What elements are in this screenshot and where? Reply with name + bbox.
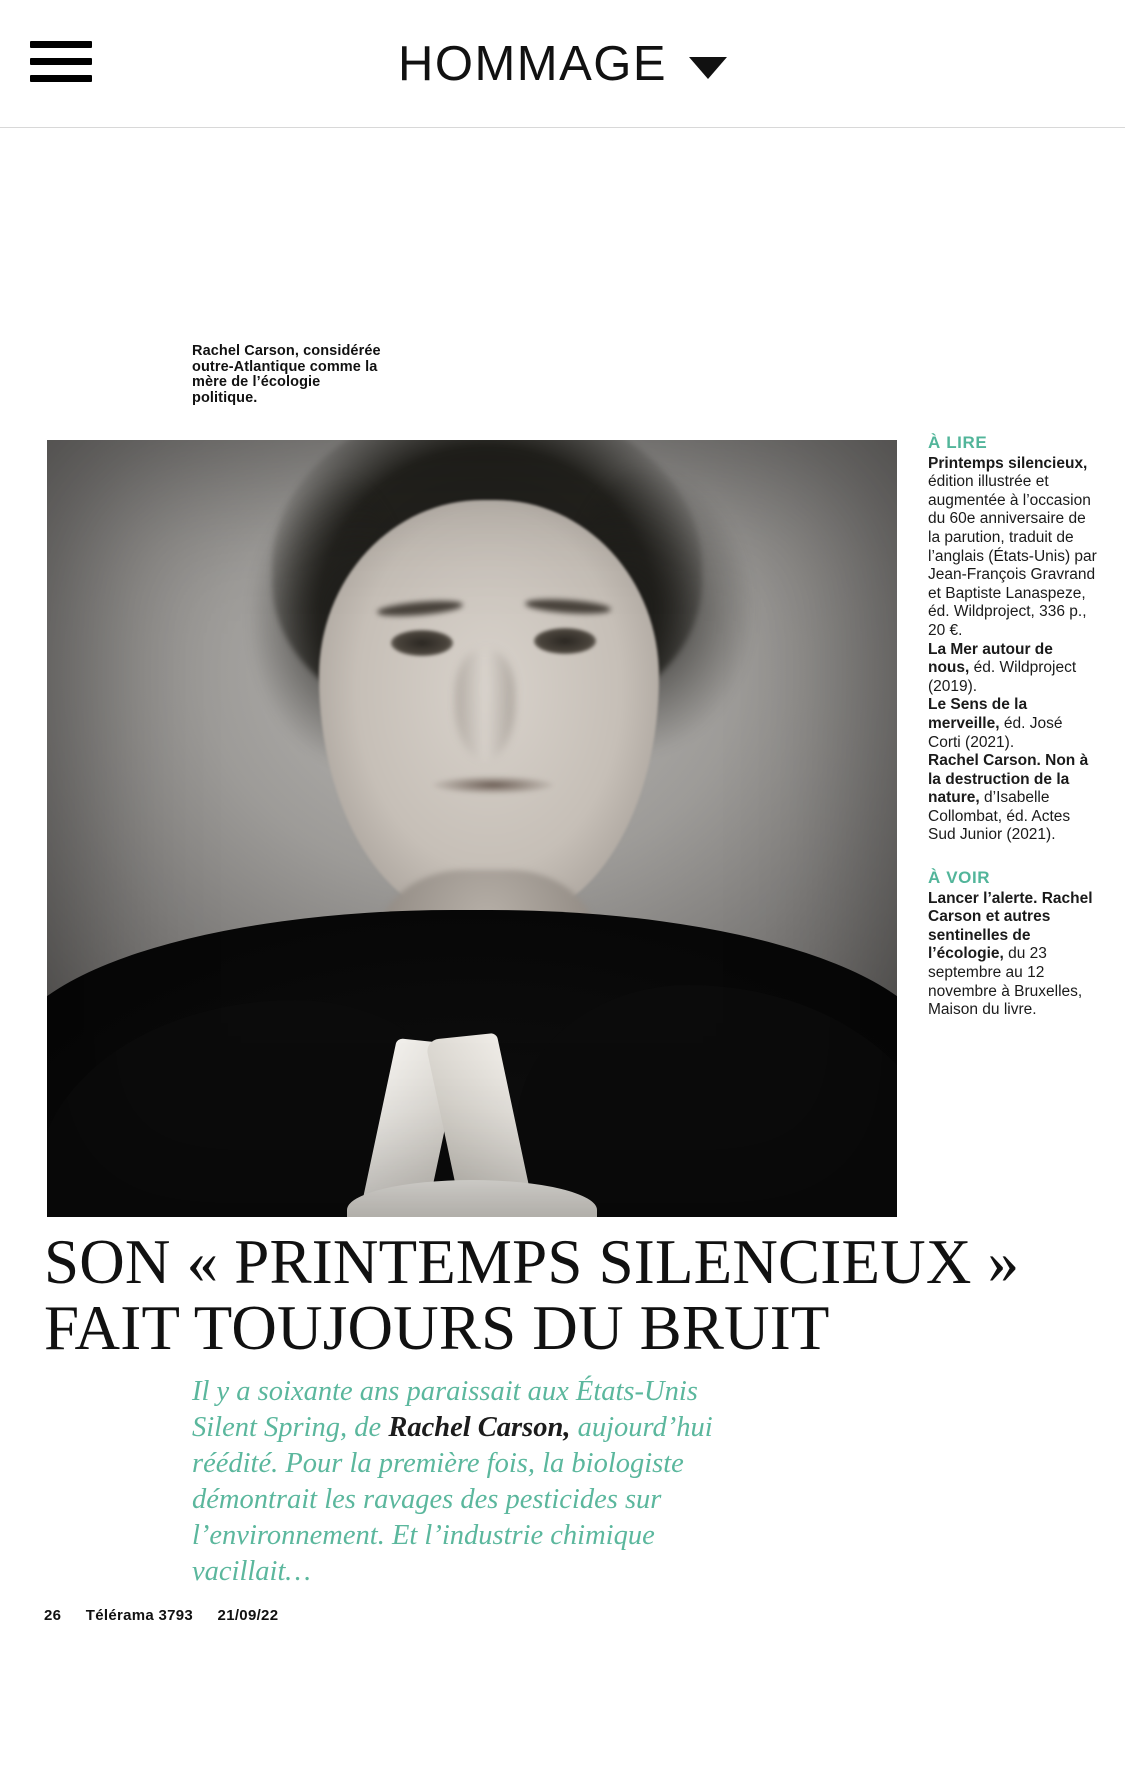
rail-item-4-title: Rachel Carson. Non à la destruction de la nature, xyxy=(928,752,1089,807)
rail-see-item-1 xyxy=(928,890,1098,1020)
rail-see-item-1-detail: du 23 septembre au 12 novembre à Bruxelles, Maison du livre. xyxy=(928,945,1083,1019)
photo-nose xyxy=(455,650,515,760)
rail-item-4-detail: d’Isabelle Collombat, éd. Actes Sud Junior (2021). xyxy=(928,789,1071,844)
article-standfirst xyxy=(192,1374,752,1590)
footer-date: 21/09/22 xyxy=(217,1607,279,1624)
headline-line-1: SON « PRINTEMPS SILENCIEUX » xyxy=(44,1227,1020,1297)
rail-item-1-detail: édition illustrée et augmentée à l’occasion du 60e anniversaire de la parution, traduit de l’anglais (États-Unis) par Jean-François Gravrand et Baptiste Lanaspeze, éd. Wildproject, 336 p., 20 €. xyxy=(928,473,1097,639)
app-top-bar xyxy=(0,0,1125,128)
portrait-photo-rachel-carson xyxy=(47,440,897,1217)
standfirst-part-1: Il y a soixante ans paraissait aux États-Unis Silent Spring, de xyxy=(192,1376,698,1443)
rail-item-2-title: La Mer autour de nous, xyxy=(928,640,1053,677)
rail-item-2-detail: éd. Wildproject (2019). xyxy=(928,659,1077,695)
footer-page-number: 26 xyxy=(44,1607,62,1624)
rail-item-3 xyxy=(928,696,1098,752)
rail-heading-a-lire: À LIRE xyxy=(928,433,988,452)
rail-heading-a-voir: À VOIR xyxy=(928,868,991,888)
page-title: HOMMAGE xyxy=(397,36,668,91)
rail-item-1 xyxy=(928,455,1098,641)
standfirst-author-name: Rachel Carson, xyxy=(388,1412,571,1443)
photo-eye-right xyxy=(534,628,596,654)
headline-line-2: FAIT TOUJOURS DU BRUIT xyxy=(44,1293,830,1363)
magazine-page xyxy=(0,129,1125,1778)
rail-item-3-title: Le Sens de la merveille, xyxy=(928,696,1028,732)
page-footer xyxy=(44,1607,298,1624)
chevron-down-icon[interactable] xyxy=(689,57,727,79)
rail-item-1-title: Printemps silencieux, xyxy=(928,454,1088,472)
photo-eye-left xyxy=(391,630,453,656)
photo-mouth xyxy=(433,776,553,794)
rail-see-item-1-title: Lancer l’alerte. Rachel Carson et autres sentinelles de l’écologie, xyxy=(928,889,1093,963)
sidebar-references xyxy=(928,434,1098,1020)
photo-caption: Rachel Carson, considérée outre-Atlantique comme la mère de l’écologie politique. xyxy=(192,343,381,406)
footer-publication: Télérama 3793 xyxy=(85,1607,194,1624)
rail-item-4 xyxy=(928,752,1098,845)
section-title-group[interactable] xyxy=(0,0,1125,128)
standfirst-part-2: aujourd’hui réédité. Pour la première fois, la biologiste démontrait les ravages des pesticides sur l’environnement. Et l’industrie chimique vacillait… xyxy=(192,1412,713,1587)
rail-item-2 xyxy=(928,641,1098,697)
article-headline xyxy=(44,1229,1084,1361)
rail-item-3-detail: éd. José Corti (2021). xyxy=(928,714,1063,751)
